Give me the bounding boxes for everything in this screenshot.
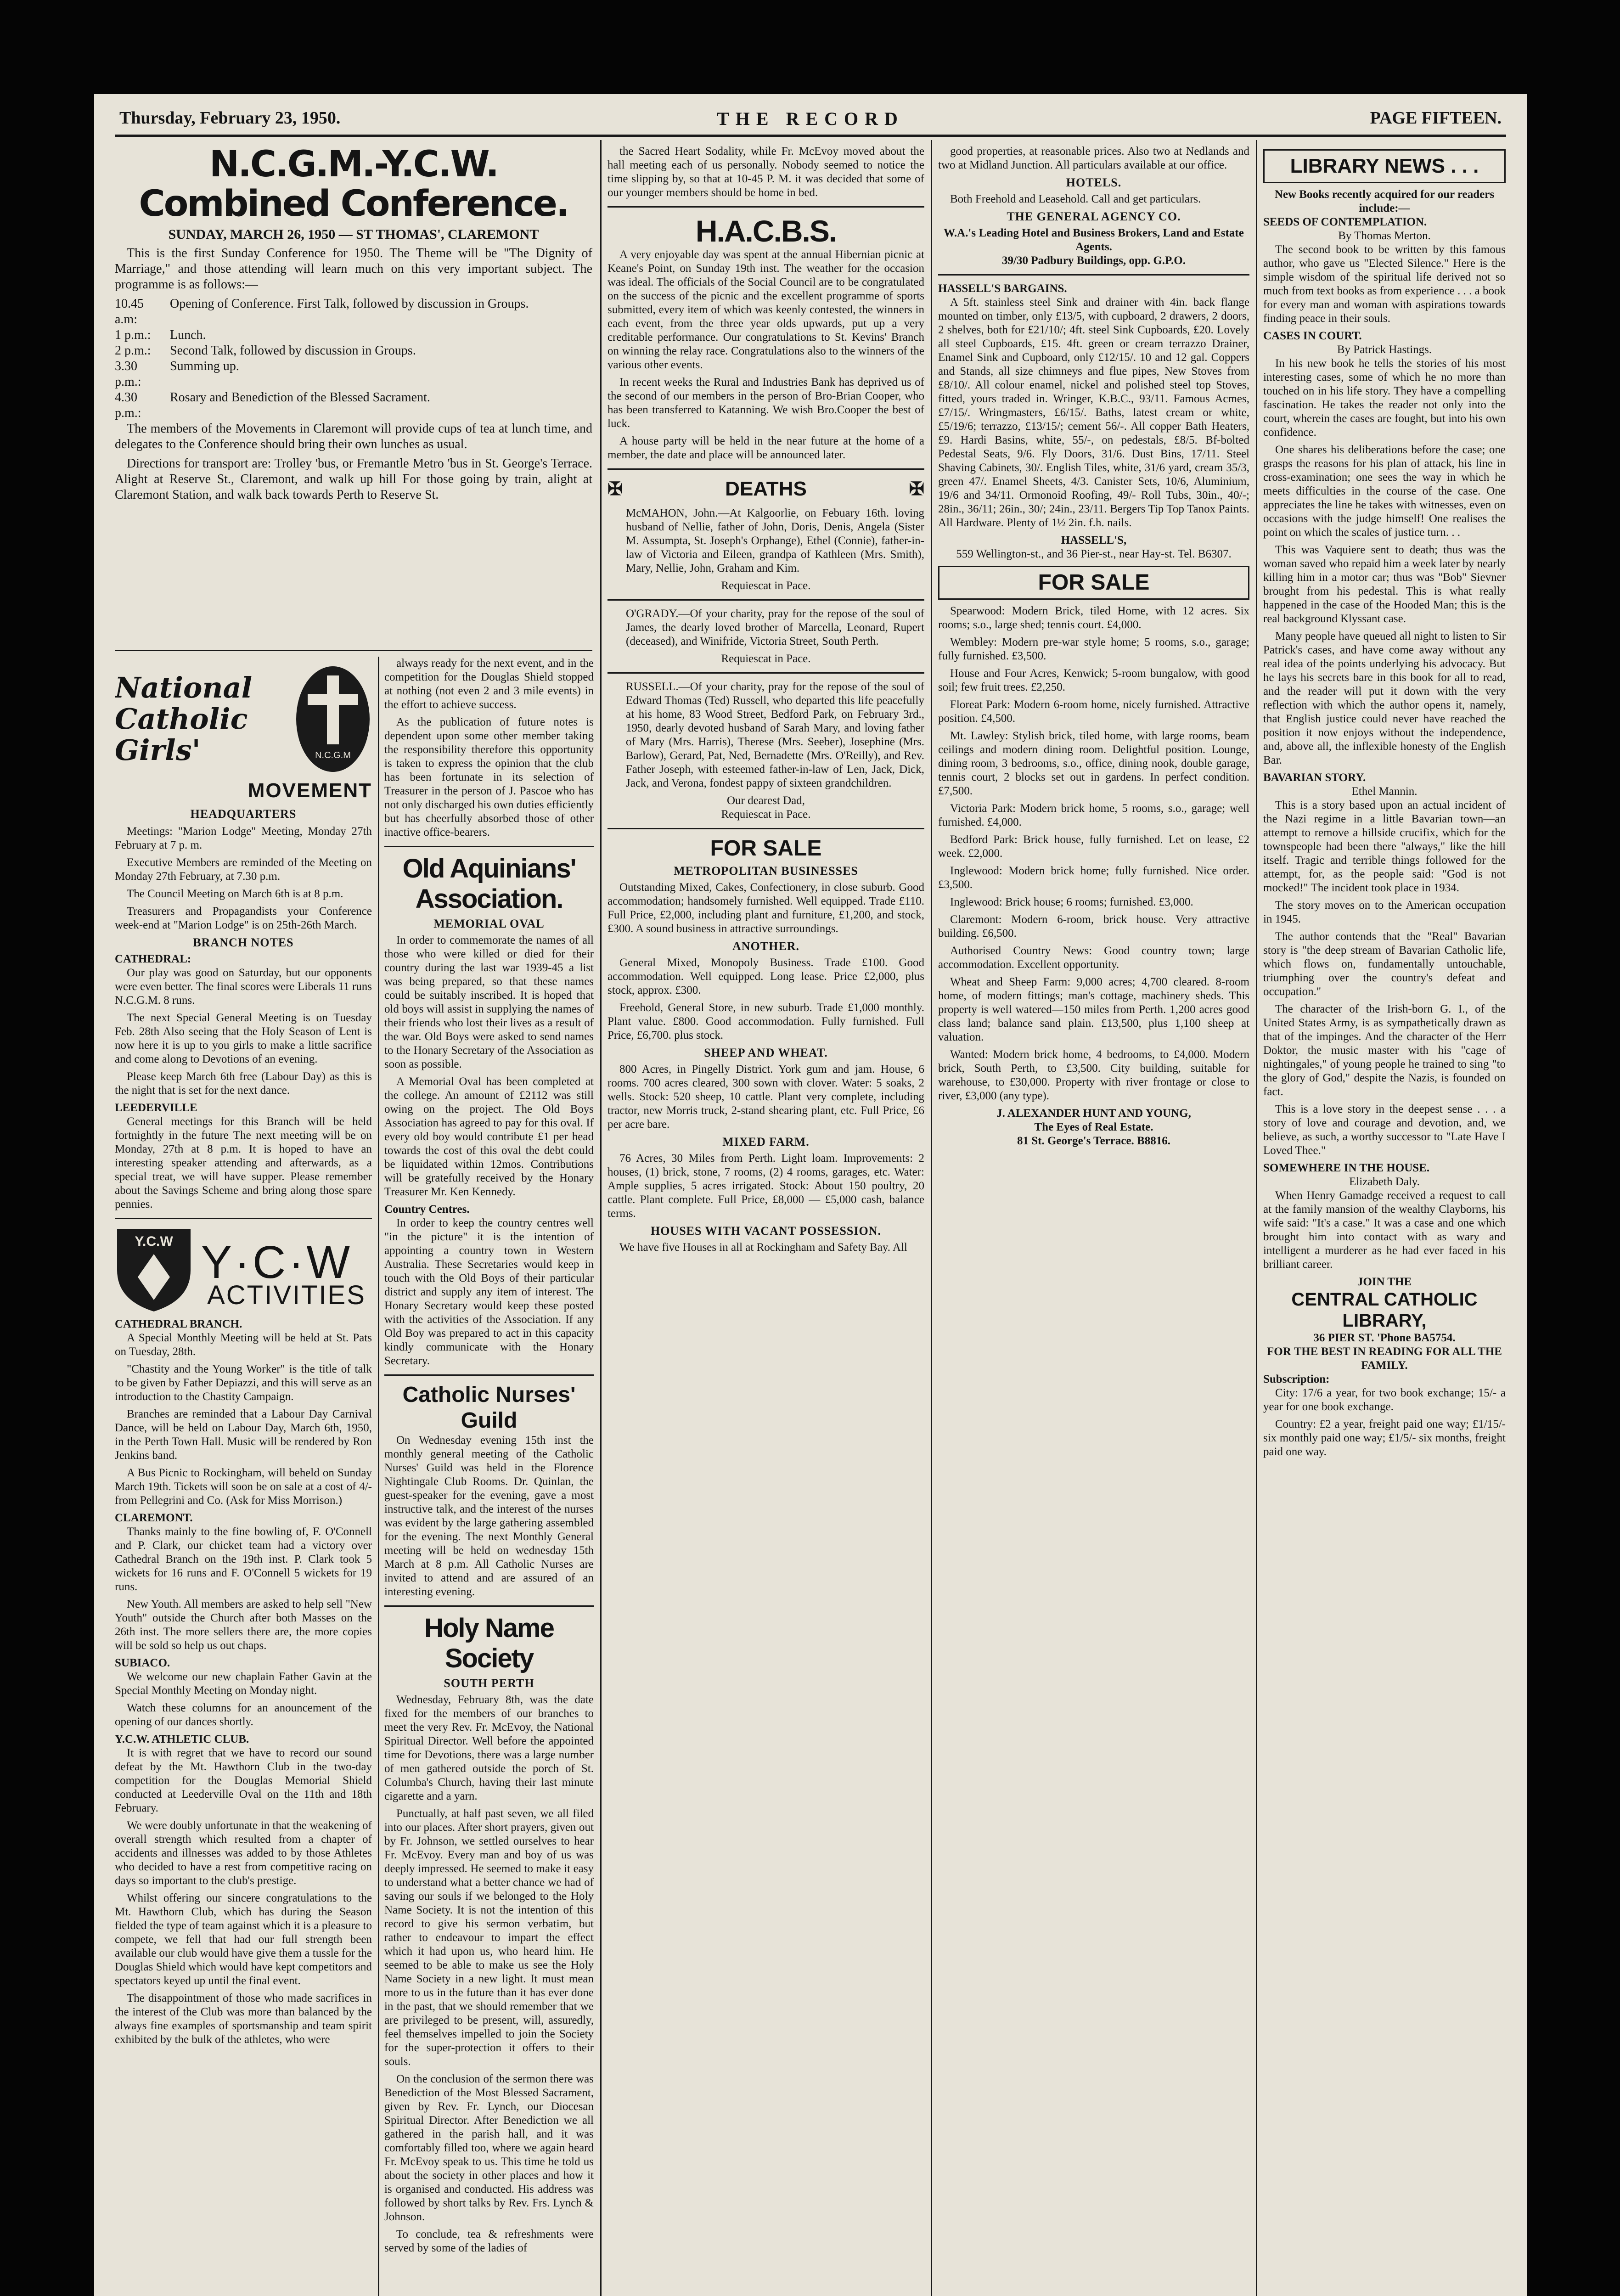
article-text: In recent weeks the Rural and Industries Bank has deprived us of the second of our members in the person of Bro-Brian Cooper, who has been transferred to Katanning. We wish Bro.Cooper the best of luck. [608,376,924,430]
listing: Wanted: Modern brick home, 4 bedrooms, to £4,000. Modern brick, South Perth, to £3,500. City building, suitable for warehouse, to £30,000. Property with river frontage or close to river, £3,000 (any type). [938,1048,1249,1102]
programme-item: 3.30 p.m.: Summing up. [115,359,239,389]
section-rule [384,1374,594,1376]
subheading: HOTELS. [1066,176,1122,189]
book-author: Elizabeth Daly. [1349,1176,1420,1188]
notice: Executive Members are reminded of the Meeting on Monday 27th February, at 7.30 p.m. [115,856,372,883]
subheading: CLAREMONT. [115,1512,193,1524]
cross-icon [294,664,372,774]
movement-label: MOVEMENT [248,779,372,802]
article-text: A very enjoyable day was spent at the annual Hibernian picnic at Keane's Point, on Sunday 19th inst. The weather for the occasion was ideal. The officials of the Social Council are to be congratulated on the success of the picnic and the excellent programme of sports submitted, every item of which was keenly contested, the winners in each event, from the three year olds upwards, put up a very creditable performance. Our congratulations to St. Kevins' Branch on winning the relay race. Congratulations also to the winners of the various other events. [608,248,924,371]
article-text: On the conclusion of the sermon there was Benediction of the Most Blessed Sacrament, given by Rev. Fr. Lynch, our Diocesan Spiritual Director. After Benediction we all gathered in the parish hall, and it was comfortably filled too, where we again heard Fr. McEvoy speak to us. This time he told us about the society in other places and how it is organised and conducted. His address was followed by short talks by Rev. Frs. Lynch & Johnson. [384,2073,594,2223]
listing: 800 Acres, in Pingelly District. York gum and jam. House, 6 rooms. 700 acres cleared, 300 sown with clover. Water: 5 soaks, 2 wells. Stock: 520 sheep, 10 cattle. Plant very complete, including tractor, new Morris truck, 2-stand shearing plant, etc. Full Price, £6 per acre bare. [608,1063,924,1131]
book-title: CASES IN COURT. [1263,330,1362,342]
article-text: As the publication of future notes is dependent upon some other member taking the responsibility therefore this opportunity is taken to express the opinion that the club has been fortunate in its selection of Treasurer in the person of J. Pascoe who has not only discharged his own duties efficiently but has cheerfully absorbed those of other inactive office-bearers. [384,716,594,838]
subheading: ANOTHER. [732,940,799,953]
ycw-title: Y·C·W [201,1237,353,1288]
ycw-shield-icon [115,1227,193,1314]
conference-transport: Directions for transport are: Trolley 'bus, or Fremantle Metro 'bus in St. George's Terrace. Alight at Reserve St., Claremont, and walk up hill For those going by train, alight at Claremont Station, and walk back towards Perth to Reserve St. [115,456,592,502]
book-author: Ethel Mannin. [1351,785,1418,798]
conference-intro: This is the first Sunday Conference for 1950. The Theme will be "The Dignity of Marriage," and those attending will learn much on this very important subject. The programme is as follows:— [115,246,592,292]
library-name: CENTRAL CATHOLIC LIBRARY, [1291,1289,1478,1331]
article-text: A house party will be held in the near future at the home of a member, the date and place will be announced later. [608,435,924,461]
holy-name-title: Holy Name Society [424,1613,554,1673]
book-author: By Patrick Hastings. [1337,343,1432,356]
listing: Freehold, General Store, in new suburb. Trade £1,000 monthly. Plant value. £800. Good accommodation. Fully furnished. Full Price, £6,700. plus stock. [608,1002,924,1041]
section-rule [608,468,924,470]
notice: A Bus Picnic to Rockingham, will beheld on Sunday March 19th. Tickets will soon be on sale at a cost of 4/- from Pellegrini and Co. (Ask for Miss Morrison.) [115,1467,372,1507]
headquarters-label: HEADQUARTERS [190,807,297,821]
listing: Outstanding Mixed, Cakes, Confectionery, in close suburb. Good accommodation; handsomely furnished. Well equipped. Trade £110. Full Price, £2,000, including plant and furniture, £1,200, and stock, £300. A sound business in attractive surroundings. [608,881,924,935]
library-news-title: LIBRARY NEWS . . . [1263,149,1506,183]
listing: good properties, at reasonable prices. Also two at Nedlands and two at Midland Junction. All particulars available at our office. [938,145,1249,171]
masthead: THE RECORD [717,108,904,129]
library-slogan: FOR THE BEST IN READING FOR ALL THE FAMILY. [1267,1345,1502,1372]
section-rule [115,1218,372,1219]
article-text: Punctually, at half past seven, we all filed into our places. After short prayers, given out by Fr. Johnson, we settled ourselves to hear Fr. McEvoy. Every man and boy of us was deeply impressed. He seemed to make it easy to understand what a better chance we had of saving our souls if we belonged to the Holy Name Society. It is not the intention of this record to give his sermon verbatim, but rather to endeavour to impart the effect which it had upon us, who heard him. He seemed to be able to make us see the Holy Name Society in a new light. It must mean more to us in the future than it has ever done in the past, that we should remember that we are privileged to be present, will, assuredly, feel themselves impelled to join the Society for the super-protection it offers to their souls. [384,1807,594,2068]
book-review: This was Vaquiere sent to death; thus was the woman saved who repaid him a week later by nearly killing him in a motor car; thus was "Bob" Sievner brought from his pedestal. This is what really happened in the case of the Hooded Man; this is the real background Klyssant case. [1263,544,1506,625]
article-text: the Sacred Heart Sodality, while Fr. McEvoy moved about the hall meeting each of us personally. Nobody seemed to notice the time slipping by, so that at 10-45 P. M. it was decided that some of our younger members should be home in bed. [608,145,924,199]
notice: Meetings: "Marion Lodge" Meeting, Monday 27th February at 7 p. m. [115,825,372,851]
book-review: The author contends that the "Real" Bavarian story is "the deep stream of Bavarian Catholic life, which flows on, fundamentally untouchable, triumphing over the country's defeat and occupation." [1263,930,1506,998]
issue-date: Thursday, February 23, 1950. [119,108,341,128]
notice: Thanks mainly to the fine bowling of, F. O'Connell and P. Clark, our chicket team had a victory over Cathedral Branch on the 19th inst. P. Clark took 5 wickets for 16 runs and F. O'Connell 5 wickets for 19 runs. [115,1525,372,1593]
subheading: SHEEP AND WHEAT. [704,1046,828,1059]
book-title: SOMEWHERE IN THE HOUSE. [1263,1162,1430,1174]
book-review: The second book to be written by this famous author, who gave us "Elected Silence." Here is the simple wisdom of the spiritual life derived not so much from text books as from experience . . . a book for every man and woman with aspirations towards finding peace in their souls. [1263,243,1506,325]
book-author: By Thomas Merton. [1338,230,1431,242]
death-notice: RUSSELL.—Of your charity, pray for the repose of the soul of Edward Thomas (Ted) Russell, who departed this life peacefully at his home, 83 Wood Street, Bedford Park, on February 3rd., 1950, dearly devoted husband of Sarah Mary, and loving father of Mary (Mrs. Harris), Therese (Mrs. Seeber), Josephine (Mrs. Barlow), Gerard, Pat, Ned, Bernadette (Mrs. O'Reilly), and Rev. Father Joseph, with esteemed father-in-law of Len, Jack, Dick, Jack, and Verona, fondest pappy of sixteen grandchildren. [626,681,924,789]
listing: Bedford Park: Brick house, fully furnished. Let on lease, £2 week. £2,000. [938,833,1249,860]
notice: Whilst offering our sincere congratulations to the Mt. Hawthorn Club, which has during the Season fielded the type of team against which it is a pleasure to compete, we fell that had our full strength been available our club would have give them a tussle for the Douglas Shield which would have kept competitors and spectators keyed up until the final event. [115,1892,372,1987]
notice: New Youth. All members are asked to help sell "New Youth" outside the Church after both Masses on the 26th inst. The more sellers there are, the more copies will be sold so help us out chaps. [115,1598,372,1652]
column-3 [608,145,924,2296]
page-number: PAGE FIFTEEN. [1370,108,1502,128]
book-review: The story moves on to the American occupation in 1945. [1263,899,1506,925]
join-label: JOIN THE [1357,1276,1412,1288]
subheading: CATHEDRAL BRANCH. [115,1318,242,1330]
notice: We welcome our new chaplain Father Gavin at the Special Monthly Meeting on Monday night. [115,1671,372,1697]
advertiser-address: 559 Wellington-st., and 36 Pier-st., near Hay-st. Tel. B6307. [956,548,1232,560]
listing: General Mixed, Monopoly Business. Trade £100. Good accommodation. Well equipped. Long lease. Price £2,000, plus stock, approx. £300. [608,957,924,996]
section-rule [115,650,592,651]
notice: Treasurers and Propagandists your Conference week-end at "Marion Lodge" is on 25th-26th March. [115,905,372,931]
subheading: MEMORIAL OVAL [433,917,545,930]
subheading: MIXED FARM. [722,1135,810,1148]
ycw-activities: ACTIVITIES [207,1280,366,1310]
subheading: CATHEDRAL: [115,953,191,965]
notice: Watch these columns for an anouncement of the opening of our dances shortly. [115,1702,372,1728]
listing: Spearwood: Modern Brick, tiled Home, with 12 acres. Six rooms; s.o., large shed; tennis court. £4,000. [938,605,1249,631]
subheading: LEEDERVILLE [115,1102,197,1114]
article-text: To conclude, tea & refreshments were served by some of the ladies of [384,2228,594,2254]
programme-item: 1 p.m.: Lunch. [115,328,206,342]
notice: The next Special General Meeting is on Tuesday Feb. 28th Also seeing that the Holy Season of Lent is now here it is up to you girls to make a little sacrifice and come along to Devotions of an evening. [115,1012,372,1065]
notice: A Special Monthly Meeting will be held at St. Pats on Tuesday, 28th. [115,1332,372,1358]
notice: We were doubly unfortunate in that the weakening of overall strength which resulted from a chapter of accidents and illnesses was added to by those Athletes who decided to have a rest from competitive racing on days so important to the club's prestige. [115,1819,372,1887]
notice: General meetings for this Branch will be held fortnightly in the future The next meeting will be on Monday, 27th at 8 p.m. It is hoped to have an interesting speaker attending and afterwards, as a special treat, we will have supper. Please remember about the Savings Scheme and bring along those spare pennies. [115,1115,372,1210]
listing: Both Freehold and Leasehold. Call and get particulars. [950,193,1201,205]
section-rule [384,1605,594,1607]
branch-notes-heading: BRANCH NOTES [193,936,294,949]
subheading: METROPOLITAN BUSINESSES [674,864,858,878]
subheading: Country Centres. [384,1203,470,1216]
for-sale-title: FOR SALE [938,566,1249,600]
aquinians-title: Old Aquinians' Association. [402,854,576,914]
book-title: SEEDS OF CONTEMPLATION. [1263,216,1427,228]
section-rule [938,274,1249,276]
listing: Claremont: Modern 6-room, brick house. Very attractive building. £6,500. [938,913,1249,940]
conference-title: N.C.G.M.-Y.C.W. Combined Conference. [139,145,568,225]
library-subtitle: New Books recently acquired for our readers include:— [1274,188,1495,214]
newspaper-page [94,94,1527,2296]
subscription-heading: Subscription: [1263,1373,1330,1385]
conference-article [115,145,592,645]
for-sale-title: FOR SALE [710,836,822,861]
programme-item: 4.30 p.m.: Rosary and Benediction of the Blessed Sacrament. [115,390,430,420]
subheading: Y.C.W. ATHLETIC CLUB. [115,1733,249,1745]
advertiser-name: HASSELL'S, [1061,534,1127,546]
column-4 [938,145,1249,2296]
section-rule [608,828,924,829]
column-rule [931,140,932,2296]
agency-tagline: W.A.'s Leading Hotel and Business Brokers, Land and Estate Agents. [944,227,1244,253]
agent-name: J. ALEXANDER HUNT AND YOUNG, [996,1107,1191,1120]
notice: "Chastity and the Young Worker" is the title of talk to be given by Father Depiazzi, and this will serve as an introduction to the Chastity Campaign. [115,1363,372,1403]
conference-para: The members of the Movements in Claremont will provide cups of tea at lunch time, and delegates to the Conference should bring their own lunches as usual. [115,422,592,451]
shield-text: Y.C.W [135,1234,173,1249]
badge-text: N.C.G.M [315,750,351,760]
article-text: A Memorial Oval has been completed at the college. An amount of £2112 was still owing on the project. The Old Boys Association has agreed to pay for this oval. If every old boy would contribute £1 per head towards the cost of this oval the debt could be liquidated within 12mos. Contributions will be gratefully received by the Honary Treasurer Mr. Ken Kennedy. [384,1075,594,1198]
book-review: The character of the Irish-born G. I., of the United States Army, is as sympathetically drawn as that of the impinges. And the character of the Herr Doktor, the music master with his "cage of nightingales," of young people he trained to sing "to the glory of God," despite the Nazis, is founded on fact. [1263,1003,1506,1098]
agency-name: THE GENERAL AGENCY CO. [1007,210,1181,223]
deaths-header [608,476,924,502]
article-text: In order to commemorate the names of all those who were killed or died for their country during the last war 1939-45 a list was being prepared, so that these names could be suitably inscribed. It is hoped that old boys will assist in supplying the names of their friends who lost their lives as a result of the war. Old Boys were asked to send names to the Honary Secretary of the Association as soon as possible. [384,934,594,1070]
listing: Floreat Park: Modern 6-room home, nicely furnished. Attractive position. £4,500. [938,698,1249,725]
subheading: SUBIACO. [115,1657,170,1669]
column-2 [384,657,594,2296]
section-rule [608,599,924,601]
book-review: This is a story based upon an actual incident of the Nazi regime in a little Bavarian town—an attempt to remove a hillside crucifix, which for the townspeople had been there "always," like the hill itself. Tragic and terrible things followed for the attempt, for, as the people said: "God is not mocked!" The incident took place in 1934. [1263,799,1506,894]
listing: Authorised Country News: Good country town; large accommodation. Excellent opportunity. [938,945,1249,971]
book-title: BAVARIAN STORY. [1263,771,1366,784]
notice: Branches are reminded that a Labour Day Carnival Dance, will be held on Labour Day, March 6th, 1950, in the Perth Town Hall. Music will be rendered by Ron Jenkins band. [115,1408,372,1462]
section-rule [608,206,924,208]
ncgm-banner [115,664,372,774]
book-review: Many people have queued all night to listen to Sir Patrick's cases, and have come away without any real idea of the points underlying his advocacy. But he lays his secrets bare in this book for all to read, and the reader will put it down with the very reflection with which the author opens it, namely, that English justice could never have reached the position it now enjoys without the independence, and, above all, the inflexible honesty of the English Bar. [1263,630,1506,766]
book-review: In his new book he tells the stories of his most interesting cases, some of which he no more than touched on in his life story. They have a compelling fascination. He takes the reader not only into the court, wherein the cases are fought, but into his own confidence. [1263,357,1506,439]
notice: It is with regret that we have to record our sound defeat by the Mt. Hawthorn Club in the two-day competition for the Douglas Memorial Shield conducted at Leederville Oval on the 11th and 18th February. [115,1747,372,1814]
listing: 76 Acres, 30 Miles from Perth. Light loam. Improvements: 2 houses, (1) brick, stone, 7 rooms, (2) 4 rooms, garages, etc. Water: Ample supplies, 5 acres irrigated. Stock: About 150 poultry, 20 cattle. Plant complete. Full Price, £8,000 — £5,000 cash, balance terms. [608,1152,924,1220]
hacbs-title: H.A.C.B.S. [695,214,837,248]
page-header [119,108,1502,131]
book-review: This is a love story in the deepest sense . . . a story of love and courage and devotion, and, we believe, as such, a worthy successor to "Late Have I Loved Thee." [1263,1103,1506,1157]
ycw-banner [115,1227,372,1314]
listing: We have five Houses in all at Rockingham and Safety Bay. All [619,1241,907,1254]
section-rule [384,846,594,847]
death-notice: McMAHON, John.—At Kalgoorlie, on Febuary 16th. loving husband of Nellie, father of John, Doris, Denis, Angela (Sister M. Assumpta, St. Joseph's Orphange), Ethel (Connie), father-in-law of Victoria and Eileen, grandpa of Kathleen (Mrs. Smith), Mary, Nellie, John, Graham and Kim. [626,507,924,574]
subscription-country: Country: £2 a year, freight paid one way; £1/15/- six monthly paid one way; £1/5/- six months, freight paid one way. [1263,1418,1506,1458]
notice: Our play was good on Saturday, but our opponents were even better. The final scores were Liberals 11 runs N.C.G.M. 8 runs. [115,967,372,1007]
conference-subtitle: SUNDAY, MARCH 26, 1950 — ST THOMAS', CLAREMONT [168,227,539,242]
article-text: Wednesday, February 8th, was the date fixed for the members of our branches to meet the very Rev. Fr. McEvoy, the National Spiritual Director. Well before the appointed time for Devotions, there was a large number of men gathered outside the porch of St. Columba's Church, having their last minute cigarette and a yarn. [384,1694,594,1802]
header-rule [115,135,1506,137]
requiescat: Requiescat in Pace. [721,653,811,665]
listing: House and Four Acres, Kenwick; 5-room bungalow, with good soil; few fruit trees. £2,250. [938,667,1249,693]
deaths-title: DEATHS [725,478,807,500]
subheading: HOUSES WITH VACANT POSSESSION. [650,1224,882,1238]
listing: Wheat and Sheep Farm: 9,000 acres; 4,700 cleared. 8-room home, of modern fittings; man's cottage, machinery sheds. This property is well watered—150 miles from Perth. 1,200 acres good class land; balance sand plain. £13,500, plus 1,100 sheep at valuation. [938,976,1249,1043]
column-rule [378,657,379,2296]
listing: Victoria Park: Modern brick home, 5 rooms, s.o., garage; well furnished. £4,000. [938,802,1249,828]
cross-icon: ✠ [909,478,924,499]
agent-tagline: The Eyes of Real Estate. [1034,1121,1153,1133]
column-5 [1263,145,1506,2296]
ncgm-title: National Catholic Girls' [115,671,253,767]
subheading: SOUTH PERTH [444,1677,534,1690]
notice: The Council Meeting on March 6th is at 8 p.m. [127,888,343,900]
column-1 [115,657,372,2296]
programme-item: 2 p.m.: Second Talk, followed by discussion in Groups. [115,343,416,358]
nurses-title: Catholic Nurses' Guild [402,1383,576,1433]
section-rule [608,672,924,674]
programme-list [115,296,592,421]
column-rule [1256,140,1257,2296]
programme-item: 10.45 a.m: Opening of Conference. First Talk, followed by discussion in Groups. [115,297,529,326]
library-address: 36 PIER ST. 'Phone BA5754. [1313,1332,1456,1344]
agency-address: 39/30 Padbury Buildings, opp. G.P.O. [1002,254,1186,267]
book-review: One shares his deliberations before the case; one grasps the reasons for his plan of attack, his line in cross-examination; one sees the way in which he meets difficulties in the course of the case. One appreciates the line he takes with witnesses, even on occasions with the judge himself! One realises the point on which the scales of justice turn. . . [1263,444,1506,539]
notice: Please keep March 6th free (Labour Day) as this is the night that is set for the next dance. [115,1070,372,1097]
advertisement: A 5ft. stainless steel Sink and drainer with 4in. back flange mounted on timber, only £13/5, with cupboard, 2 drawers, 2 doors, 2 shelves, both for £21/10/; 4ft. steel Sink Cupboards, £20. Lovely all steel Cupboards, £15. 4ft. green or cream terrazzo Drainer, Enamel Sink and Cupboard, only £12/15/. 10 and 12 gal. Coppers and Stands, all size chimneys and flue pipes, New Stoves from £8/10/. All colour enamel, nickel and polished steel top Stoves, fitted, yours traded in. Wringer, K.B.C., 93/11. Famous Acmes, £7/15/. Wringmasters, £6/15/. Baths, latest cream or white, £5/19/6; terrazzo, £13/15/; cement 56/-. All copper Bath Heaters, £9. Hardi Basins, white, 55/-, on pedestals, £8/5. Bf-bolted Pedestal Seats, 9/6. Fly Doors, 31/6. Dust Bins, 17/11. Steel Shaving Cabinets, 30/. English Tiles, white, 31/6 yard, cream 35/3, green 47/. Enamel Sheets, 4/3. Canister Sets, 10/6, Aluminium, 19/6 and 34/11. Ormonoid Roofing, 49/- Roll Tubs, 30in., 40/-; 28in., 36/11; 26in., 30/; 24in., 23/11. Bergers Tip Top Tanox Paints. All Hardware. Plenty of 1½ 2in. f.h. nails. [938,296,1249,529]
article-text: In order to keep the country centres well "in the picture" it is the intention of appointing a country town in Western Australia. These Secretaries would keep in touch with the Old Boys of their particular district and supply any item of interest. The Honary Secretary would keep these posted with the activities of the Association. If any Old Boy was prepared to act in this capacity kindly communicate with the Honary Secretary. [384,1217,594,1367]
listing: Inglewood: Brick house; 6 rooms; furnished. £3,000. [950,896,1193,908]
cross-icon: ✠ [608,478,623,499]
listing: Mt. Lawley: Stylish brick, tiled home, with large rooms, beam ceilings and modern dining room. Delightful position. Lounge, dining room, 3 bedrooms, s.o., office, dining nook, double garage, tennis court, 2 blocks set out in gardens. In perfect condition. £7,500. [938,730,1249,797]
book-review: When Henry Gamadge received a request to call at the family mansion of the wealthy Clayborns, his wife said: "It's a case." It was a case and one which brought him into contact with as wary and intelligent a murderer as he had ever faced in his brilliant career. [1263,1189,1506,1271]
column-rule [600,140,602,2296]
requiescat: Requiescat in Pace. [721,808,811,821]
article-text: On Wednesday evening 15th inst the monthly general meeting of the Catholic Nurses' Guild was held in the Florence Nightingale Club Rooms. Dr. Quinlan, the guest-speaker for the evening, gave a most instructive talk, and the interest of the nurses was evident by the large gathering assembled for the evening. The next Monthly General meeting will be held on wednesday 15th March at 8 p.m. All Catholic Nurses are invited to attend and are assured of an interesting evening. [384,1434,594,1598]
listing: Inglewood: Modern brick home; fully furnished. Nice order. £3,500. [938,865,1249,891]
death-notice-closing: Our dearest Dad, [726,794,805,807]
agent-address: 81 St. George's Terrace. B8816. [1017,1135,1170,1147]
death-notice: O'GRADY.—Of your charity, pray for the repose of the soul of James, the dearly loved brother of Marcella, Leonard, Rupert (deceased), and Winifride, Victoria Street, South Perth. [626,608,924,647]
subscription-city: City: 17/6 a year, for two book exchange; 15/- a year for one book exchange. [1263,1387,1506,1413]
subheading: HASSELL'S BARGAINS. [938,282,1067,295]
article-text: always ready for the next event, and in the competition for the Douglas Shield stopped at nothing (not even 2 and 3 mile events) in the effort to achieve success. [384,657,594,711]
listing: Wembley: Modern pre-war style home; 5 rooms, s.o., garage; fully furnished. £3,500. [938,636,1249,662]
notice: The disappointment of those who made sacrifices in the interest of the Club was more than balanced by the always fine examples of sportsmanship and team spirit exhibited by the bulk of the athletes, who were [115,1992,372,2046]
requiescat: Requiescat in Pace. [721,580,811,592]
